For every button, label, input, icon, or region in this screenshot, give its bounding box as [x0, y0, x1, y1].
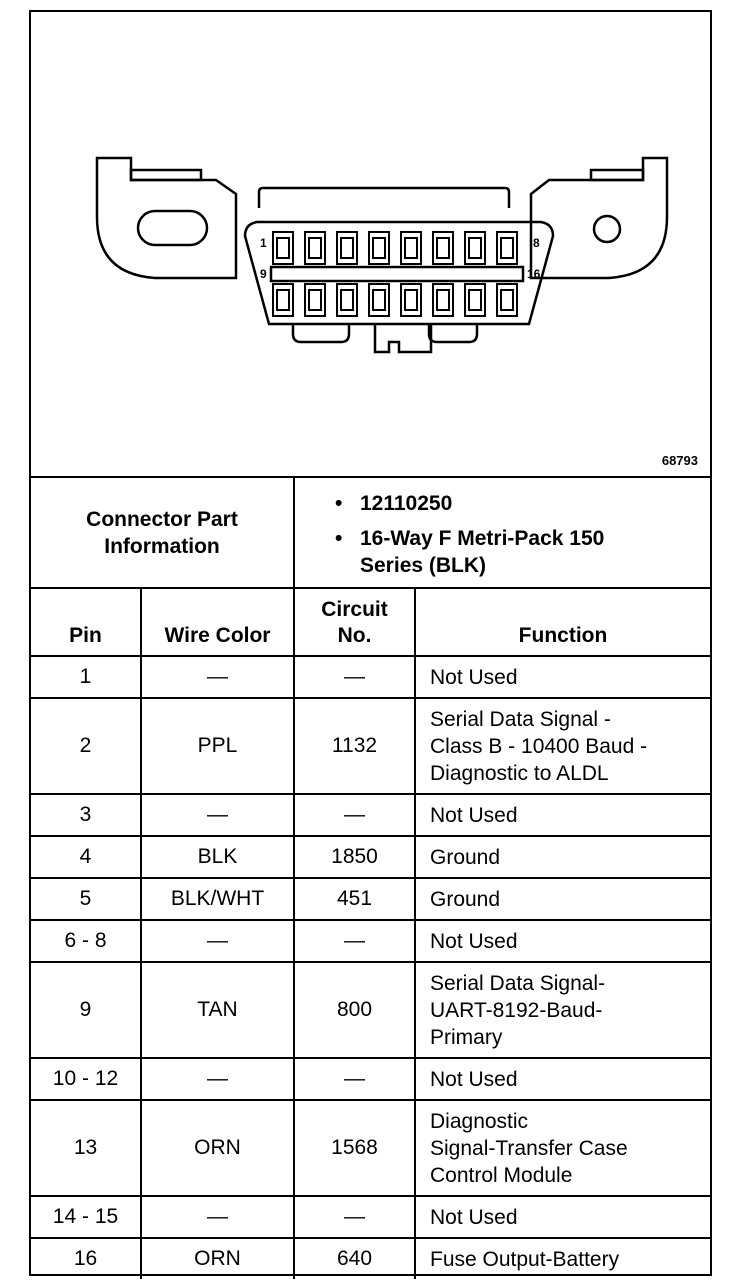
- pin-cell: 2: [31, 698, 141, 794]
- table-row: [31, 1058, 710, 1100]
- table-row: [31, 920, 710, 962]
- col-pin: Pin: [31, 588, 141, 656]
- table-row: [31, 1238, 710, 1279]
- wire-color-cell: —: [141, 1196, 294, 1238]
- function-line: Not Used: [430, 803, 518, 827]
- pin-cell: 13: [31, 1100, 141, 1196]
- function-line: Diagnostic: [430, 1109, 529, 1133]
- obd-connector-drawing: [31, 12, 710, 476]
- function-line: Diagnostic to ALDL: [430, 761, 609, 785]
- function-line: Primary: [430, 1025, 503, 1049]
- function-line: Control Module: [430, 1163, 573, 1187]
- circuit-cell: 1132: [294, 698, 415, 794]
- circuit-cell: —: [294, 920, 415, 962]
- connector-info-values: [294, 477, 710, 588]
- pin-label-9: 9: [260, 267, 267, 281]
- table-row: [31, 962, 710, 1058]
- col-circuit-line1: Circuit: [321, 598, 388, 621]
- table-row: [31, 878, 710, 920]
- function-cell: [415, 1058, 710, 1100]
- connector-description: [335, 525, 710, 579]
- circuit-cell: 800: [294, 962, 415, 1058]
- circuit-cell: 640: [294, 1238, 415, 1279]
- function-cell: [415, 836, 710, 878]
- circuit-cell: —: [294, 656, 415, 698]
- connector-description-line1: 16-Way F Metri-Pack 150: [360, 527, 605, 550]
- table-row: [31, 1100, 710, 1196]
- pin-cell: 9: [31, 962, 141, 1058]
- function-line: Signal-Transfer Case: [430, 1136, 628, 1160]
- connector-document: [29, 10, 712, 1276]
- wire-color-cell: BLK: [141, 836, 294, 878]
- pin-cell: 1: [31, 656, 141, 698]
- table-row: [31, 656, 710, 698]
- connector-info-label: [31, 477, 294, 588]
- circuit-cell: 1850: [294, 836, 415, 878]
- connector-description-line2: Series (BLK): [360, 554, 487, 577]
- function-line: Class B - 10400 Baud -: [430, 734, 648, 758]
- part-number: • 12110250: [335, 490, 710, 517]
- pin-cell: 6 - 8: [31, 920, 141, 962]
- wire-color-cell: TAN: [141, 962, 294, 1058]
- pin-cell: 10 - 12: [31, 1058, 141, 1100]
- wire-color-cell: ORN: [141, 1238, 294, 1279]
- wire-color-cell: ORN: [141, 1100, 294, 1196]
- pinout-rows: [31, 656, 710, 1279]
- pin-cell: 3: [31, 794, 141, 836]
- wire-color-cell: —: [141, 656, 294, 698]
- function-line: Fuse Output-Battery: [430, 1247, 620, 1271]
- pin-label-8: 8: [533, 236, 540, 250]
- circuit-cell: —: [294, 1196, 415, 1238]
- pin-cell: 14 - 15: [31, 1196, 141, 1238]
- wire-color-cell: —: [141, 920, 294, 962]
- function-cell: [415, 698, 710, 794]
- pin-cell: 16: [31, 1238, 141, 1279]
- function-cell: [415, 878, 710, 920]
- function-line: UART-8192-Baud-: [430, 998, 603, 1022]
- function-line: Not Used: [430, 1067, 518, 1091]
- wire-color-cell: —: [141, 1058, 294, 1100]
- function-cell: [415, 1196, 710, 1238]
- function-line: Not Used: [430, 929, 518, 953]
- column-header-row: [31, 588, 710, 656]
- function-line: Serial Data Signal-: [430, 971, 606, 995]
- col-circuit-line2: No.: [337, 624, 372, 647]
- pin-cell: 4: [31, 836, 141, 878]
- connector-info-row: [31, 477, 710, 588]
- pin-label-1: 1: [260, 236, 267, 250]
- function-cell: [415, 1238, 710, 1279]
- wire-color-cell: PPL: [141, 698, 294, 794]
- pin-cell: 5: [31, 878, 141, 920]
- table-row: [31, 1196, 710, 1238]
- pin-label-16: 16: [527, 267, 541, 281]
- pinout-table: [31, 476, 710, 1279]
- circuit-cell: 451: [294, 878, 415, 920]
- function-line: Not Used: [430, 1205, 518, 1229]
- connector-label-line2: Information: [104, 534, 220, 558]
- circuit-cell: 1568: [294, 1100, 415, 1196]
- circuit-cell: —: [294, 794, 415, 836]
- function-cell: [415, 920, 710, 962]
- col-circuit: [294, 588, 415, 656]
- table-row: [31, 698, 710, 794]
- function-cell: [415, 794, 710, 836]
- wire-color-cell: —: [141, 794, 294, 836]
- function-line: Ground: [430, 887, 501, 911]
- connector-label-line1: Connector Part: [86, 507, 238, 531]
- circuit-cell: —: [294, 1058, 415, 1100]
- connector-illustration: [31, 12, 710, 478]
- figure-id: 68793: [661, 453, 698, 468]
- col-function: Function: [415, 588, 710, 656]
- col-wire-color: Wire Color: [141, 588, 294, 656]
- function-cell: [415, 962, 710, 1058]
- table-row: [31, 836, 710, 878]
- wire-color-cell: BLK/WHT: [141, 878, 294, 920]
- function-line: Ground: [430, 845, 501, 869]
- function-cell: [415, 1100, 710, 1196]
- function-line: Serial Data Signal -: [430, 707, 611, 731]
- function-line: Not Used: [430, 665, 518, 689]
- table-row: [31, 794, 710, 836]
- function-cell: [415, 656, 710, 698]
